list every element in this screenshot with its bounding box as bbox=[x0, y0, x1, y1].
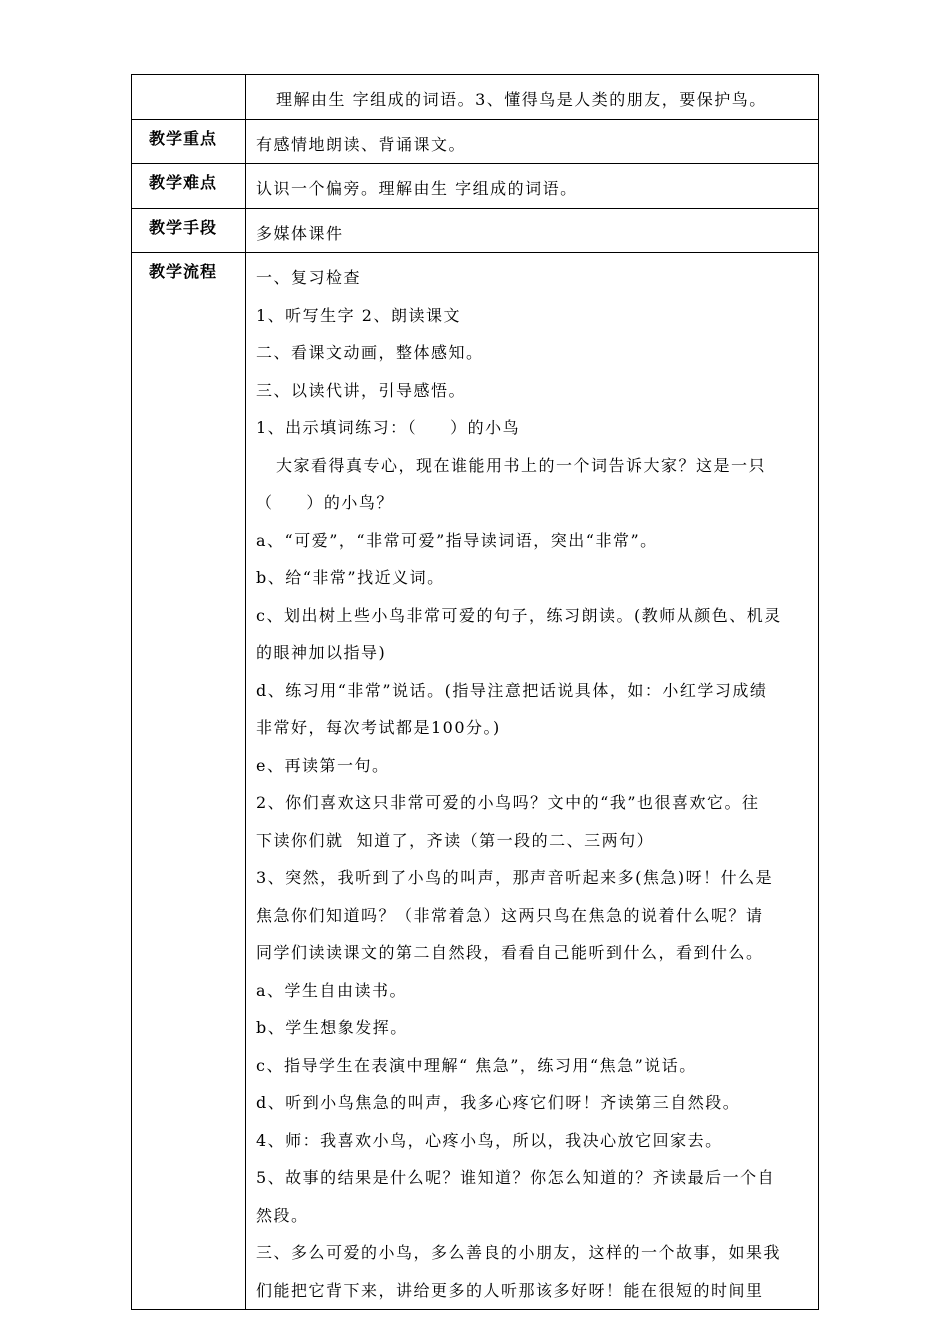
process-line: c、指导学生在表演中理解“ 焦急”，练习用“焦急”说话。 bbox=[256, 1055, 697, 1075]
process-line: 2、你们喜欢这只非常可爱的小鸟吗？文中的“我”也很喜欢它。往 bbox=[256, 793, 760, 812]
teaching-process-label: 教学流程 bbox=[132, 253, 246, 1310]
table-row-key-points bbox=[132, 119, 819, 164]
process-line: c、划出树上些小鸟非常可爱的句子，练习朗读。(教师从颜色、机灵 bbox=[256, 605, 782, 625]
process-line: 二、看课文动画，整体感知。 bbox=[256, 343, 484, 362]
process-line: 三、多么可爱的小鸟，多么善良的小朋友，这样的一个故事，如果我 bbox=[256, 1243, 782, 1262]
table-row-teaching-means bbox=[132, 208, 819, 253]
process-line: 4、师：我喜欢小鸟，心疼小鸟，所以，我决心放它回家去。 bbox=[256, 1130, 723, 1150]
key-points-text: 有感情地朗读、背诵课文。 bbox=[246, 119, 819, 164]
teaching-means-label: 教学手段 bbox=[132, 208, 246, 253]
process-line: 3、突然，我听到了小鸟的叫声，那声音听起来多(焦急)呀！什么是 bbox=[256, 868, 774, 887]
key-points-label: 教学重点 bbox=[132, 119, 246, 164]
lesson-plan-table bbox=[131, 74, 819, 1310]
difficult-points-label: 教学难点 bbox=[132, 164, 246, 209]
process-line: b、给“非常”找近义词。 bbox=[256, 568, 445, 587]
difficult-points-text: 认识一个偏旁。理解由生 字组成的词语。 bbox=[246, 164, 819, 209]
process-line: 三、以读代讲，引导感悟。 bbox=[256, 380, 467, 400]
process-line: 同学们读读课文的第二自然段，看看自己能听到什么，看到什么。 bbox=[256, 943, 764, 962]
objectives-continued-text: 理解由生 字组成的词语。3、懂得鸟是人类的朋友，要保护鸟。 bbox=[246, 75, 819, 120]
process-line: 焦急你们知道吗？（非常着急）这两只鸟在焦急的说着什么呢？请 bbox=[256, 905, 764, 925]
process-line: 1、出示填词练习：（ ）的小鸟 bbox=[256, 418, 521, 437]
process-line: e、再读第一句。 bbox=[256, 755, 390, 775]
process-line: 下读你们就 知道了，齐读（第一段的二、三两句） bbox=[256, 830, 655, 850]
process-line: a、“可爱”，“非常可爱”指导读词语，突出“非常”。 bbox=[256, 530, 658, 550]
process-line: d、练习用“非常”说话。(指导注意把话说具体，如：小红学习成绩 bbox=[256, 680, 768, 700]
process-line: 一、复习检查 bbox=[256, 268, 362, 287]
process-line: 的眼神加以指导) bbox=[256, 643, 387, 662]
process-line: d、听到小鸟焦急的叫声，我多心疼它们呀！齐读第三自然段。 bbox=[256, 1093, 741, 1112]
process-line: 们能把它背下来，讲给更多的人听那该多好呀！能在很短的时间里 bbox=[256, 1280, 764, 1300]
table-row-objectives-continued bbox=[132, 75, 819, 120]
process-line: （ ）的小鸟？ bbox=[256, 493, 394, 512]
process-line: b、学生想象发挥。 bbox=[256, 1018, 408, 1037]
process-line: 大家看得真专心，现在谁能用书上的一个词告诉大家？这是一只 bbox=[276, 455, 767, 475]
process-line: 1、听写生字 2、朗读课文 bbox=[256, 305, 461, 325]
process-line: 非常好，每次考试都是100分。) bbox=[256, 718, 501, 737]
table-row-teaching-process bbox=[132, 253, 819, 1310]
table-row-difficult-points bbox=[132, 164, 819, 209]
teaching-process-content bbox=[246, 253, 819, 1310]
teaching-means-text: 多媒体课件 bbox=[246, 208, 819, 253]
process-line: 然段。 bbox=[256, 1205, 309, 1225]
row-label-empty bbox=[132, 75, 246, 120]
process-line: a、学生自由读书。 bbox=[256, 980, 408, 1000]
process-line: 5、故事的结果是什么呢？谁知道？你怎么知道的？齐读最后一个自 bbox=[256, 1168, 776, 1187]
